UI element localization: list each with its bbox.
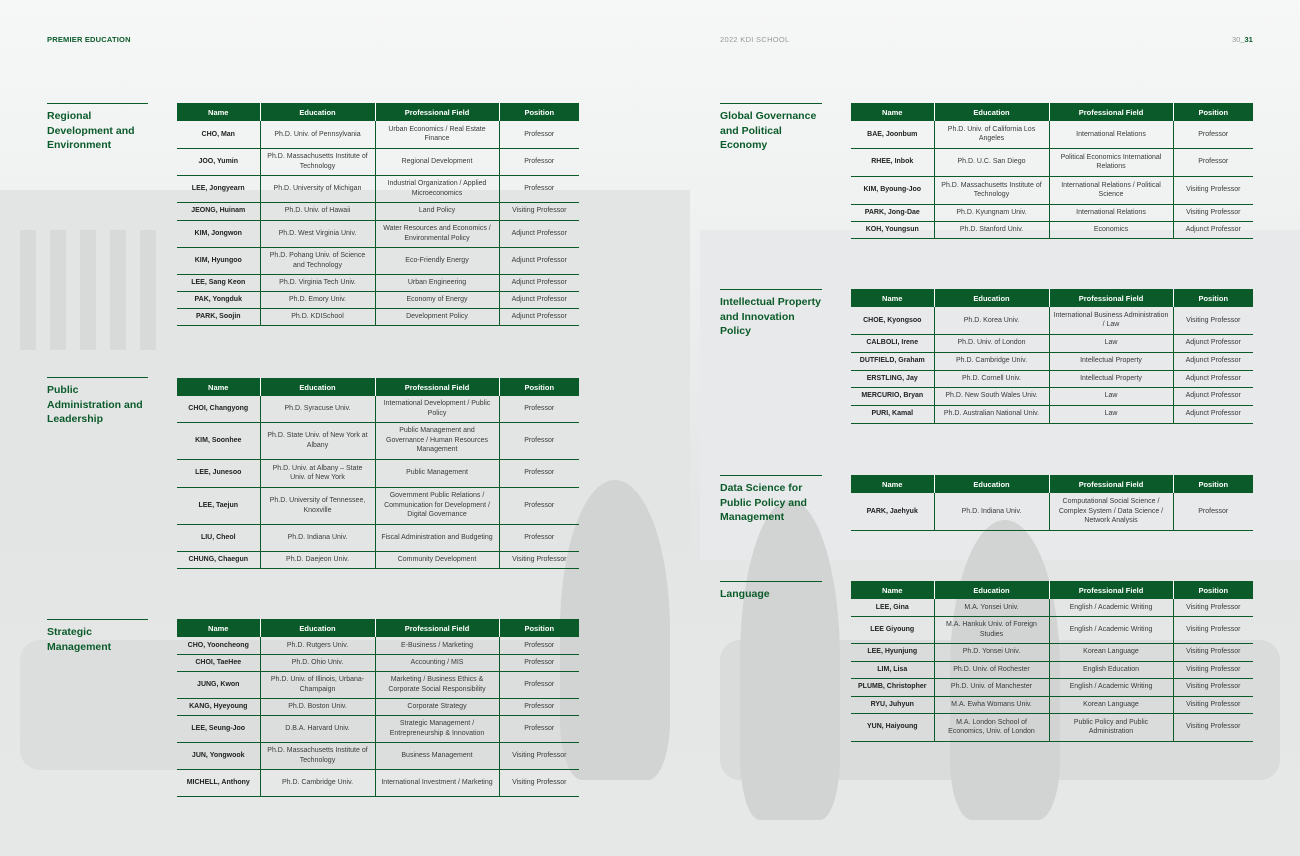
faculty-field: Law <box>1049 334 1173 352</box>
faculty-field: Strategic Management / Entrepreneurship & Innovation <box>375 715 499 742</box>
table-row <box>851 661 1253 678</box>
column-header-field: Professional Field <box>375 378 499 396</box>
faculty-name: RHEE, Inbok <box>851 148 934 176</box>
faculty-education: Ph.D. Univ. of Manchester <box>934 678 1049 696</box>
column-header-education: Education <box>934 103 1049 121</box>
faculty-education: Ph.D. State Univ. of New York at Albany <box>260 422 375 459</box>
section-title-strategic: Strategic Management <box>47 619 148 654</box>
faculty-name: ERSTLING, Jay <box>851 370 934 387</box>
faculty-education: Ph.D. Univ. of Hawaii <box>260 202 375 220</box>
faculty-education: Ph.D. Univ. at Albany – State Univ. of New York <box>260 459 375 487</box>
faculty-education: Ph.D. West Virginia Univ. <box>260 220 375 247</box>
column-header-name: Name <box>177 103 260 121</box>
faculty-field: Law <box>1049 387 1173 405</box>
column-header-field: Professional Field <box>1049 581 1173 599</box>
faculty-name: JOO, Yumin <box>177 148 260 175</box>
faculty-position: Professor <box>499 396 579 422</box>
faculty-field: Political Economics International Relations <box>1049 148 1173 176</box>
faculty-position: Professor <box>1173 121 1253 148</box>
faculty-field: English / Academic Writing <box>1049 616 1173 643</box>
column-header-position: Position <box>499 619 579 637</box>
faculty-position: Adjunct Professor <box>1173 352 1253 370</box>
faculty-field: International Relations <box>1049 121 1173 148</box>
faculty-name: YUN, Haiyoung <box>851 713 934 741</box>
table-row <box>851 713 1253 741</box>
faculty-name: KIM, Hyungoo <box>177 247 260 274</box>
faculty-education: Ph.D. University of Michigan <box>260 175 375 202</box>
faculty-education: M.A. London School of Economics, Univ. of London <box>934 713 1049 741</box>
faculty-position: Adjunct Professor <box>499 274 579 291</box>
faculty-table <box>851 581 1253 742</box>
section-title-data-science: Data Science for Public Policy and Management <box>720 475 822 525</box>
column-header-position: Position <box>499 103 579 121</box>
faculty-name: KIM, Byoung-Joo <box>851 176 934 204</box>
faculty-education: Ph.D. Korea Univ. <box>934 307 1049 334</box>
faculty-education: Ph.D. Ohio Univ. <box>260 654 375 671</box>
faculty-name: LIU, Cheol <box>177 524 260 551</box>
faculty-education: Ph.D. Indiana Univ. <box>934 493 1049 530</box>
table-row <box>177 459 579 487</box>
faculty-position: Visiting Professor <box>499 769 579 796</box>
faculty-name: CHUNG, Chaegun <box>177 551 260 568</box>
table-row <box>851 307 1253 334</box>
column-header-field: Professional Field <box>1049 103 1173 121</box>
faculty-name: JEONG, Huinam <box>177 202 260 220</box>
column-header-position: Position <box>1173 103 1253 121</box>
faculty-position: Visiting Professor <box>1173 713 1253 741</box>
table-row <box>851 616 1253 643</box>
faculty-education: Ph.D. Australian National Univ. <box>934 405 1049 423</box>
faculty-education: Ph.D. Daejeon Univ. <box>260 551 375 568</box>
faculty-table <box>177 378 579 569</box>
table-header-row <box>851 289 1253 307</box>
table-row <box>851 204 1253 221</box>
section-title-regional: Regional Development and Environment <box>47 103 148 153</box>
faculty-field: Accounting / MIS <box>375 654 499 671</box>
table-row <box>177 654 579 671</box>
table-row <box>177 247 579 274</box>
faculty-field: Fiscal Administration and Budgeting <box>375 524 499 551</box>
faculty-field: Regional Development <box>375 148 499 175</box>
faculty-education: Ph.D. Massachusetts Institute of Technology <box>260 148 375 175</box>
faculty-position: Adjunct Professor <box>1173 221 1253 238</box>
faculty-position: Visiting Professor <box>1173 616 1253 643</box>
table-row <box>177 671 579 698</box>
faculty-position: Professor <box>499 148 579 175</box>
table-header-row <box>851 103 1253 121</box>
faculty-education: Ph.D. Indiana Univ. <box>260 524 375 551</box>
column-header-education: Education <box>260 619 375 637</box>
column-header-name: Name <box>851 103 934 121</box>
faculty-education: M.A. Yonsei Univ. <box>934 599 1049 616</box>
column-header-education: Education <box>934 289 1049 307</box>
faculty-field: Land Policy <box>375 202 499 220</box>
faculty-field: Public Policy and Public Administration <box>1049 713 1173 741</box>
faculty-name: LEE, Gina <box>851 599 934 616</box>
faculty-position: Visiting Professor <box>1173 661 1253 678</box>
faculty-field: Business Management <box>375 742 499 769</box>
faculty-name: KANG, Hyeyoung <box>177 698 260 715</box>
faculty-field: Economics <box>1049 221 1173 238</box>
faculty-name: KOH, Youngsun <box>851 221 934 238</box>
faculty-education: Ph.D. Massachusetts Institute of Technology <box>260 742 375 769</box>
faculty-position: Visiting Professor <box>499 202 579 220</box>
faculty-table <box>851 475 1253 531</box>
column-header-name: Name <box>177 378 260 396</box>
faculty-field: Intellectual Property <box>1049 370 1173 387</box>
faculty-education: Ph.D. Univ. of Pennsylvania <box>260 121 375 148</box>
faculty-position: Adjunct Professor <box>499 247 579 274</box>
table-row <box>177 148 579 175</box>
faculty-field: English Education <box>1049 661 1173 678</box>
faculty-name: PURI, Kamal <box>851 405 934 423</box>
faculty-name: LEE, Seung-Joo <box>177 715 260 742</box>
faculty-position: Professor <box>1173 493 1253 530</box>
faculty-name: LEE, Taejun <box>177 487 260 524</box>
faculty-table <box>851 289 1253 424</box>
column-header-position: Position <box>1173 289 1253 307</box>
faculty-table <box>177 103 579 326</box>
table-row <box>177 715 579 742</box>
table-row <box>177 121 579 148</box>
faculty-position: Professor <box>499 715 579 742</box>
faculty-name: PARK, Jong-Dae <box>851 204 934 221</box>
faculty-position: Professor <box>499 654 579 671</box>
faculty-name: CHO, Man <box>177 121 260 148</box>
faculty-name: CHOE, Kyongsoo <box>851 307 934 334</box>
faculty-education: Ph.D. New South Wales Univ. <box>934 387 1049 405</box>
faculty-field: International Business Administration / Law <box>1049 307 1173 334</box>
faculty-field: English / Academic Writing <box>1049 599 1173 616</box>
faculty-education: Ph.D. Syracuse Univ. <box>260 396 375 422</box>
faculty-field: Water Resources and Economics / Environmental Policy <box>375 220 499 247</box>
faculty-field: Industrial Organization / Applied Microeconomics <box>375 175 499 202</box>
faculty-education: D.B.A. Harvard Univ. <box>260 715 375 742</box>
faculty-education: Ph.D. Univ. of California Los Angeles <box>934 121 1049 148</box>
column-header-education: Education <box>934 475 1049 493</box>
faculty-education: Ph.D. Stanford Univ. <box>934 221 1049 238</box>
table-row <box>177 742 579 769</box>
table-row <box>177 202 579 220</box>
faculty-name: CALBOLI, Irene <box>851 334 934 352</box>
faculty-field: Public Management and Governance / Human Resources Management <box>375 422 499 459</box>
faculty-field: Law <box>1049 405 1173 423</box>
faculty-field: Korean Language <box>1049 696 1173 713</box>
faculty-field: Computational Social Science / Complex System / Data Science / Network Analysis <box>1049 493 1173 530</box>
faculty-education: Ph.D. Emory Univ. <box>260 291 375 308</box>
column-header-name: Name <box>851 475 934 493</box>
faculty-field: Korean Language <box>1049 643 1173 661</box>
table-row <box>851 370 1253 387</box>
table-row <box>177 769 579 796</box>
table-header-row <box>851 475 1253 493</box>
faculty-position: Professor <box>499 459 579 487</box>
faculty-field: International Investment / Marketing <box>375 769 499 796</box>
column-header-education: Education <box>934 581 1049 599</box>
faculty-field: Intellectual Property <box>1049 352 1173 370</box>
table-row <box>851 221 1253 238</box>
faculty-position: Adjunct Professor <box>499 220 579 247</box>
faculty-position: Adjunct Professor <box>499 291 579 308</box>
faculty-education: Ph.D. Cambridge Univ. <box>260 769 375 796</box>
table-row <box>177 308 579 325</box>
table-header-row <box>851 581 1253 599</box>
faculty-name: LIM, Lisa <box>851 661 934 678</box>
faculty-name: LEE, Junesoo <box>177 459 260 487</box>
column-header-field: Professional Field <box>1049 289 1173 307</box>
faculty-field: International Relations / Political Science <box>1049 176 1173 204</box>
faculty-field: Government Public Relations / Communication for Development / Digital Governance <box>375 487 499 524</box>
faculty-education: M.A. Hankuk Univ. of Foreign Studies <box>934 616 1049 643</box>
faculty-education: M.A. Ewha Womans Univ. <box>934 696 1049 713</box>
faculty-name: BAE, Joonbum <box>851 121 934 148</box>
faculty-position: Adjunct Professor <box>1173 334 1253 352</box>
faculty-field: Corporate Strategy <box>375 698 499 715</box>
table-row <box>851 696 1253 713</box>
faculty-field: Urban Economics / Real Estate Finance <box>375 121 499 148</box>
column-header-position: Position <box>499 378 579 396</box>
table-row <box>851 678 1253 696</box>
table-row <box>177 698 579 715</box>
column-header-education: Education <box>260 103 375 121</box>
faculty-field: Marketing / Business Ethics & Corporate Social Responsibility <box>375 671 499 698</box>
faculty-education: Ph.D. Univ. of Rochester <box>934 661 1049 678</box>
faculty-position: Professor <box>499 487 579 524</box>
faculty-position: Adjunct Professor <box>1173 387 1253 405</box>
column-header-field: Professional Field <box>1049 475 1173 493</box>
faculty-position: Visiting Professor <box>1173 599 1253 616</box>
faculty-name: CHOI, TaeHee <box>177 654 260 671</box>
faculty-field: International Relations <box>1049 204 1173 221</box>
faculty-position: Visiting Professor <box>1173 204 1253 221</box>
column-header-education: Education <box>260 378 375 396</box>
faculty-position: Visiting Professor <box>1173 643 1253 661</box>
faculty-name: MICHELL, Anthony <box>177 769 260 796</box>
page-number-right: 31 <box>1244 35 1253 44</box>
faculty-name: PLUMB, Christopher <box>851 678 934 696</box>
section-header: PREMIER EDUCATION <box>47 35 131 44</box>
faculty-education: Ph.D. Yonsei Univ. <box>934 643 1049 661</box>
faculty-position: Visiting Professor <box>499 742 579 769</box>
faculty-position: Visiting Professor <box>1173 307 1253 334</box>
table-row <box>851 405 1253 423</box>
section-title-global: Global Governance and Political Economy <box>720 103 822 153</box>
page-number-left: 30 <box>1232 35 1241 44</box>
faculty-education: Ph.D. Univ. of Illinois, Urbana-Champaign <box>260 671 375 698</box>
faculty-position: Visiting Professor <box>1173 696 1253 713</box>
faculty-field: English / Academic Writing <box>1049 678 1173 696</box>
faculty-position: Professor <box>1173 148 1253 176</box>
faculty-field: Public Management <box>375 459 499 487</box>
table-row <box>177 637 579 654</box>
column-header-name: Name <box>177 619 260 637</box>
page-numbers <box>1232 35 1253 44</box>
faculty-position: Professor <box>499 698 579 715</box>
column-header-field: Professional Field <box>375 619 499 637</box>
faculty-education: Ph.D. KDISchool <box>260 308 375 325</box>
faculty-education: Ph.D. Cornell Univ. <box>934 370 1049 387</box>
faculty-education: Ph.D. Pohang Univ. of Science and Technology <box>260 247 375 274</box>
faculty-position: Visiting Professor <box>1173 678 1253 696</box>
faculty-name: PARK, Jaehyuk <box>851 493 934 530</box>
faculty-position: Professor <box>499 524 579 551</box>
faculty-name: MERCURIO, Bryan <box>851 387 934 405</box>
faculty-name: LEE, Hyunjung <box>851 643 934 661</box>
faculty-position: Professor <box>499 175 579 202</box>
faculty-field: Community Development <box>375 551 499 568</box>
column-header-position: Position <box>1173 475 1253 493</box>
table-row <box>177 220 579 247</box>
faculty-position: Visiting Professor <box>1173 176 1253 204</box>
faculty-name: RYU, Juhyun <box>851 696 934 713</box>
faculty-name: PAK, Yongduk <box>177 291 260 308</box>
faculty-name: JUN, Yongwook <box>177 742 260 769</box>
faculty-field: Economy of Energy <box>375 291 499 308</box>
table-row <box>177 396 579 422</box>
table-row <box>851 121 1253 148</box>
table-row <box>177 175 579 202</box>
faculty-position: Adjunct Professor <box>499 308 579 325</box>
faculty-education: Ph.D. Kyungnam Univ. <box>934 204 1049 221</box>
table-row <box>177 291 579 308</box>
faculty-name: PARK, Soojin <box>177 308 260 325</box>
table-header-row <box>177 103 579 121</box>
table-row <box>177 487 579 524</box>
faculty-name: KIM, Soonhee <box>177 422 260 459</box>
faculty-education: Ph.D. Rutgers Univ. <box>260 637 375 654</box>
faculty-name: LEE, Jongyearn <box>177 175 260 202</box>
faculty-position: Adjunct Professor <box>1173 405 1253 423</box>
faculty-position: Professor <box>499 422 579 459</box>
faculty-education: Ph.D. Virginia Tech Univ. <box>260 274 375 291</box>
faculty-position: Professor <box>499 121 579 148</box>
table-row <box>177 422 579 459</box>
faculty-field: Urban Engineering <box>375 274 499 291</box>
table-row <box>851 493 1253 530</box>
faculty-position: Visiting Professor <box>499 551 579 568</box>
column-header-position: Position <box>1173 581 1253 599</box>
section-title-language: Language <box>720 581 822 602</box>
faculty-field: Eco-Friendly Energy <box>375 247 499 274</box>
faculty-education: Ph.D. Univ. of London <box>934 334 1049 352</box>
column-header-field: Professional Field <box>375 103 499 121</box>
faculty-name: CHO, Yooncheong <box>177 637 260 654</box>
column-header-name: Name <box>851 581 934 599</box>
table-row <box>851 599 1253 616</box>
faculty-education: Ph.D. U.C. San Diego <box>934 148 1049 176</box>
table-row <box>851 176 1253 204</box>
page-separator: _ <box>1240 35 1245 44</box>
table-row <box>177 524 579 551</box>
faculty-name: LEE, Sang Keon <box>177 274 260 291</box>
faculty-position: Professor <box>499 637 579 654</box>
table-row <box>851 334 1253 352</box>
faculty-field: Development Policy <box>375 308 499 325</box>
faculty-name: LEE Giyoung <box>851 616 934 643</box>
faculty-name: CHOI, Changyong <box>177 396 260 422</box>
table-row <box>851 643 1253 661</box>
faculty-name: DUTFIELD, Graham <box>851 352 934 370</box>
faculty-table <box>177 619 579 797</box>
table-row <box>851 387 1253 405</box>
faculty-position: Professor <box>499 671 579 698</box>
table-row <box>177 551 579 568</box>
faculty-education: Ph.D. Massachusetts Institute of Technology <box>934 176 1049 204</box>
table-row <box>177 274 579 291</box>
table-row <box>851 352 1253 370</box>
table-header-row <box>177 378 579 396</box>
faculty-name: JUNG, Kwon <box>177 671 260 698</box>
publication-title: 2022 KDI SCHOOL <box>720 35 790 44</box>
table-row <box>851 148 1253 176</box>
faculty-field: International Development / Public Policy <box>375 396 499 422</box>
faculty-position: Adjunct Professor <box>1173 370 1253 387</box>
faculty-education: Ph.D. Cambridge Univ. <box>934 352 1049 370</box>
faculty-field: E-Business / Marketing <box>375 637 499 654</box>
section-title-ip: Intellectual Property and Innovation Policy <box>720 289 822 339</box>
column-header-name: Name <box>851 289 934 307</box>
table-header-row <box>177 619 579 637</box>
faculty-table <box>851 103 1253 239</box>
faculty-name: KIM, Jongwon <box>177 220 260 247</box>
faculty-education: Ph.D. University of Tennessee, Knoxville <box>260 487 375 524</box>
faculty-education: Ph.D. Boston Univ. <box>260 698 375 715</box>
section-title-public-admin: Public Administration and Leadership <box>47 377 148 427</box>
